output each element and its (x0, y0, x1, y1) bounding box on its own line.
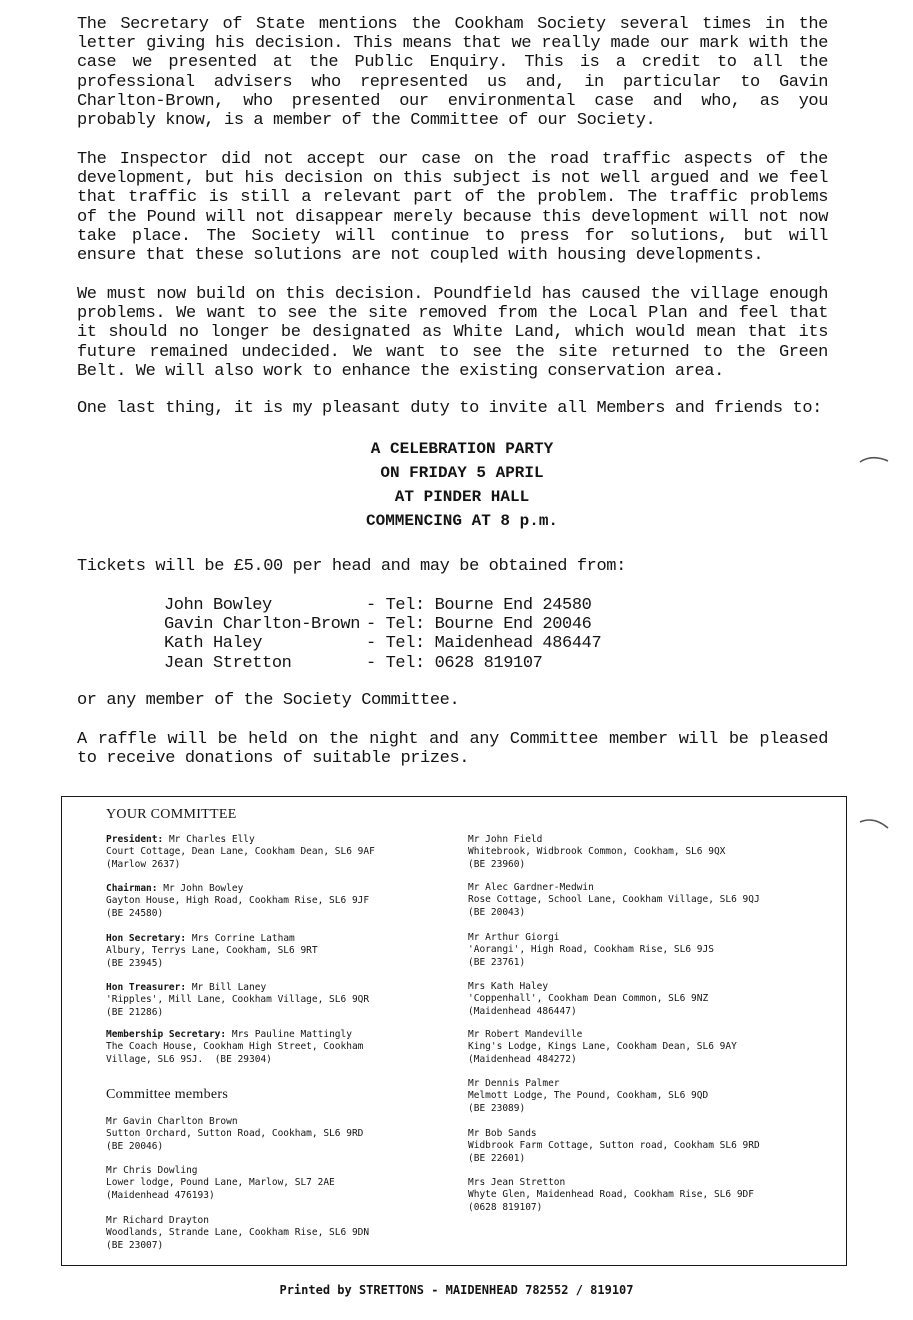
officer-phone: (Marlow 2637) (106, 858, 181, 870)
party-line-date: ON FRIDAY 5 APRIL (380, 464, 544, 482)
officer-role: Hon Treasurer: (106, 982, 187, 993)
member-phone: (Maidenhead 476193) (106, 1189, 215, 1201)
member-phone: (BE 23089) (468, 1102, 526, 1114)
committee-officer-entry (106, 933, 318, 970)
committee-officer-entry (106, 982, 369, 1019)
member-phone: (BE 23007) (106, 1239, 164, 1251)
member-address: Widbrook Farm Cottage, Sutton road, Cookham SL6 9RD (468, 1140, 760, 1152)
officer-name: Mr Charles Elly (168, 834, 255, 845)
officer-name: Mrs Pauline Mattingly (231, 1029, 352, 1040)
member-phone: (BE 20046) (106, 1140, 164, 1152)
committee-member-entry (106, 1116, 363, 1153)
officer-phone: (BE 21286) (106, 1006, 164, 1018)
ticket-contacts-list (164, 596, 601, 673)
officer-phone: (BE 29304) (214, 1053, 272, 1065)
officer-phone: (BE 24580) (106, 907, 164, 919)
party-line-venue: AT PINDER HALL (394, 488, 530, 506)
committee-member-entry (468, 834, 725, 871)
committee-heading: YOUR COMMITTEE (106, 807, 237, 822)
committee-member-entry (468, 1128, 760, 1165)
committee-officer-entry (106, 834, 375, 871)
officer-name: Mr John Bowley (163, 883, 244, 894)
contact-tel: - Tel: Bourne End 20046 (366, 615, 592, 635)
committee-member-entry (468, 932, 714, 969)
member-phone: (Maidenhead 486447) (468, 1005, 577, 1017)
contact-name: Jean Stretton (164, 653, 292, 673)
member-address: 'Aorangi', High Road, Cookham Rise, SL6 9JS (468, 944, 714, 956)
member-name: Mr John Field (468, 834, 543, 845)
contact-row (164, 596, 601, 615)
party-line-time: COMMENCING AT 8 p.m. (365, 512, 559, 530)
member-name: Mr Arthur Giorgi (468, 932, 560, 943)
officer-address: Gayton House, High Road, Cookham Rise, SL6 9JF (106, 895, 370, 907)
officer-address: The Coach House, Cookham High Street, Cookham (106, 1041, 364, 1053)
contact-tel: - Tel: 0628 819107 (366, 653, 543, 673)
officer-role: Hon Secretary: (106, 933, 187, 944)
member-name: Mr Robert Mandeville (468, 1029, 583, 1040)
member-phone: (BE 20043) (468, 906, 526, 918)
member-address: Lower lodge, Pound Lane, Marlow, SL7 2AE (106, 1177, 335, 1189)
committee-officer-entry (106, 883, 369, 920)
officer-role: Membership Secretary: (106, 1029, 227, 1040)
body-paragraph-inspector: The Inspector did not accept our case on the road traffic aspects of the development, but his decision on this subject is not well argued and we feel that traffic is still a relevant part of the problem. The traffic problems of the Pound will not disappear merely because this development will not now take place. The Society will continue to press for solutions, but will ensure that these solutions are not coupled with housing developments. (77, 150, 828, 266)
member-name: Mr Dennis Palmer (468, 1078, 560, 1089)
party-announcement (300, 437, 624, 533)
member-name: Mr Gavin Charlton Brown (106, 1116, 238, 1127)
member-address: Whitebrook, Widbrook Common, Cookham, SL6 9QX (468, 846, 726, 858)
member-address: Melmott Lodge, The Pound, Cookham, SL6 9QD (468, 1090, 709, 1102)
member-address: Sutton Orchard, Sutton Road, Cookham, SL6 9RD (106, 1128, 364, 1140)
raffle-paragraph: A raffle will be held on the night and any Committee member will be pleased to receive donations of suitable prizes. (77, 730, 828, 769)
contact-tel: - Tel: Maidenhead 486447 (366, 634, 602, 654)
committee-members-heading: Committee members (106, 1087, 229, 1102)
member-name: Mr Alec Gardner-Medwin (468, 882, 594, 893)
society-committee-note: or any member of the Society Committee. (77, 691, 460, 710)
body-paragraph-secretary: The Secretary of State mentions the Cookham Society several times in the letter giving his decision. This means that we really made our mark with the case we presented at the Public Enquiry. This is a credit to all the professional advisers who represented us and, in particular to Gavin Charlton-Brown, who presented our environmental case and who, as you probably know, is a member of the Committee of our Society. (77, 15, 828, 131)
member-phone: (BE 23960) (468, 858, 526, 870)
body-paragraph-poundfield: We must now build on this decision. Poundfield has caused the village enough problems. We want to see the site removed from the Local Plan and feel that it should no longer be designated as White Land, which would mean that its future remained undecided. We want to see the site returned to the Green Belt. We will also work to enhance the existing conservation area. (77, 285, 828, 381)
member-phone: (BE 22601) (468, 1152, 526, 1164)
contact-tel: - Tel: Bourne End 24580 (366, 596, 592, 615)
member-address: Rose Cottage, School Lane, Cookham Village, SL6 9QJ (468, 894, 760, 906)
officer-role: Chairman: (106, 883, 158, 894)
member-address: 'Coppenhall', Cookham Dean Common, SL6 9NZ (468, 993, 709, 1005)
officer-name: Mrs Corrine Latham (191, 933, 295, 944)
member-name: Mrs Jean Stretton (468, 1177, 566, 1188)
committee-member-entry (468, 1177, 754, 1214)
member-phone: (0628 819107) (468, 1201, 543, 1213)
party-line-title: A CELEBRATION PARTY (370, 440, 554, 458)
officer-address: 'Ripples', Mill Lane, Cookham Village, SL6 9QR (106, 994, 370, 1006)
committee-box (61, 796, 847, 1266)
member-phone: (BE 23761) (468, 956, 526, 968)
margin-scan-mark (858, 816, 892, 832)
contact-row (164, 654, 601, 673)
officer-address: Albury, Terrys Lane, Cookham, SL6 9RT (106, 945, 318, 957)
contact-name: John Bowley (164, 596, 272, 615)
committee-member-entry (468, 1078, 708, 1115)
committee-member-entry (468, 882, 760, 919)
officer-role: President: (106, 834, 164, 845)
officer-phone: (BE 23945) (106, 957, 164, 969)
member-name: Mr Richard Drayton (106, 1215, 209, 1226)
member-address: King's Lodge, Kings Lane, Cookham Dean, SL6 9AY (468, 1041, 737, 1053)
member-name: Mr Chris Dowling (106, 1165, 198, 1176)
margin-scan-mark (858, 452, 892, 466)
member-name: Mrs Kath Haley (468, 981, 549, 992)
contact-row (164, 615, 601, 634)
officer-address: Court Cottage, Dean Lane, Cookham Dean, SL6 9AF (106, 846, 375, 858)
contact-row (164, 634, 601, 653)
tickets-text: Tickets will be £5.00 per head and may be obtained from: (77, 557, 626, 576)
member-phone: (Maidenhead 484272) (468, 1053, 577, 1065)
member-address: Woodlands, Strande Lane, Cookham Rise, SL6 9DN (106, 1227, 370, 1239)
contact-name: Kath Haley (164, 634, 263, 654)
committee-member-entry (106, 1215, 369, 1252)
member-name: Mr Bob Sands (468, 1128, 537, 1139)
body-paragraph-invitation: One last thing, it is my pleasant duty to invite all Members and friends to: (77, 399, 822, 418)
committee-member-entry (468, 1029, 737, 1066)
printer-credit: Printed by STRETTONS - MAIDENHEAD 782552 / 819107 (279, 1283, 634, 1297)
officer-address-extra: Village, SL6 9SJ. (106, 1053, 204, 1065)
committee-member-entry (106, 1165, 335, 1202)
officer-name: Mr Bill Laney (191, 982, 267, 993)
member-address: Whyte Glen, Maidenhead Road, Cookham Rise, SL6 9DF (468, 1189, 754, 1201)
contact-name: Gavin Charlton-Brown (164, 615, 361, 635)
committee-member-entry (468, 981, 708, 1018)
committee-officer-entry (106, 1029, 363, 1066)
